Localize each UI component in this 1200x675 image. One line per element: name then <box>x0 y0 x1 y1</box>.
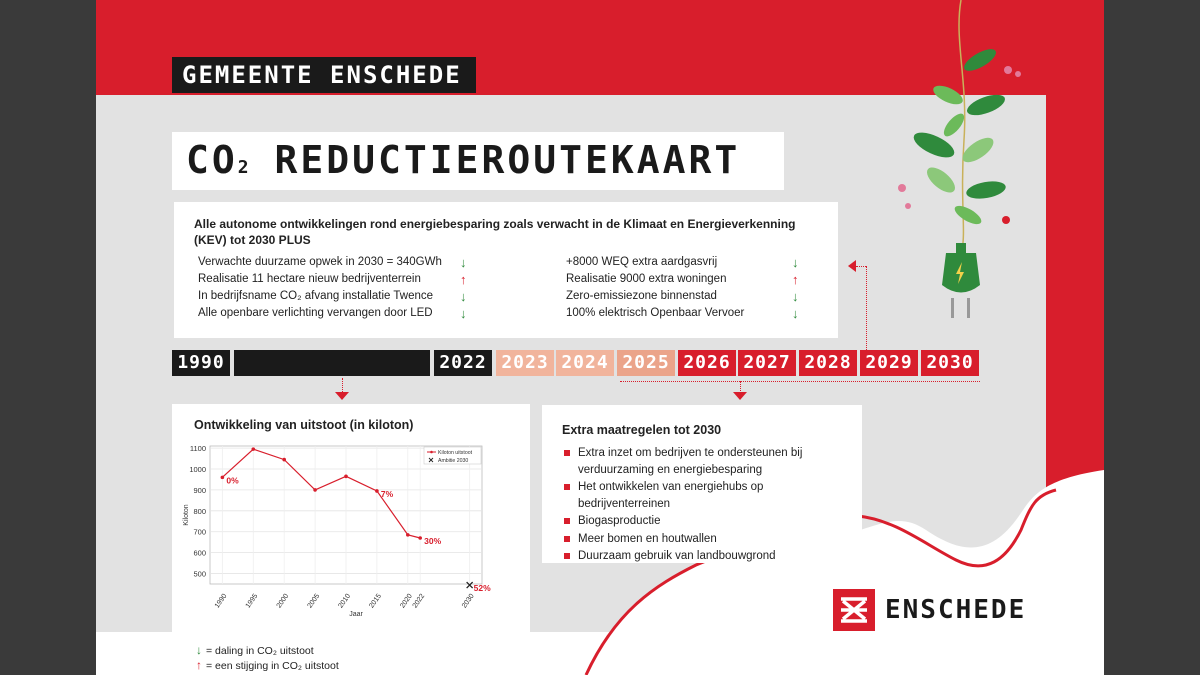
connector-arrow-icon <box>733 392 747 400</box>
legend-up-text: = een stijging in CO₂ uitstoot <box>206 660 339 672</box>
down-arrow-icon: ↓ <box>196 643 202 657</box>
kev-item-text: Verwachte duurzame opwek in 2030 = 340GWh <box>198 256 442 268</box>
window-frame-left <box>0 0 96 675</box>
timeline-year: 2027 <box>738 350 796 376</box>
maatregel-item <box>562 548 842 565</box>
connector-arrow-icon <box>848 260 856 272</box>
connector-line <box>620 381 980 382</box>
data-point <box>344 475 348 479</box>
maatregel-text: Duurzaam gebruik van landbouwgrond <box>578 550 776 562</box>
chart-title: Ontwikkeling van uitstoot (in kiloton) <box>194 418 414 432</box>
title-co: CO <box>186 138 238 182</box>
timeline-year: 2026 <box>678 350 736 376</box>
timeline-year: 2028 <box>799 350 857 376</box>
title-rest: REDUCTIEROUTEKAART <box>248 138 741 182</box>
maatregel-text: Meer bomen en houtwallen <box>578 532 717 545</box>
x-tick-label: 2022 <box>411 592 427 610</box>
x-tick-label: 1995 <box>244 592 260 610</box>
x-axis-label: Jaar <box>349 611 363 618</box>
kev-item <box>566 288 866 305</box>
y-tick-label: 600 <box>193 548 206 558</box>
x-tick-label: 1990 <box>213 592 229 610</box>
kev-item <box>198 288 498 305</box>
maatregel-text: Extra inzet om bedrijven te ondersteunen bij verduurzaming en energiebesparing <box>578 447 803 476</box>
kev-item-text: Realisatie 11 hectare nieuw bedrijventerrein <box>198 273 421 285</box>
kev-item-text: Realisatie 9000 extra woningen <box>566 273 727 285</box>
maatregel-text: Het ontwikkelen van energiehubs op bedrijventerreinen <box>578 481 764 510</box>
enschede-logo-icon <box>833 589 875 631</box>
legend-point-swatch <box>430 451 433 454</box>
data-point <box>251 447 255 451</box>
y-tick-label: 1000 <box>189 465 206 474</box>
x-tick-label: 2030 <box>461 592 476 610</box>
down-arrow-icon: ↓ <box>460 255 467 270</box>
down-arrow-icon: ↓ <box>460 306 467 321</box>
x-tick-label: 2020 <box>399 592 414 610</box>
timeline-year: 2029 <box>860 350 918 376</box>
timeline-gap <box>234 350 430 376</box>
bullet-icon <box>564 484 570 490</box>
kev-item <box>198 271 498 288</box>
down-arrow-icon: ↓ <box>460 289 467 304</box>
kev-item <box>566 254 866 271</box>
chart-box <box>172 404 530 632</box>
kev-list-left <box>198 254 498 322</box>
plug-icon <box>942 243 980 318</box>
legend-down <box>196 643 314 657</box>
down-arrow-icon: ↓ <box>792 255 799 270</box>
page-title <box>186 138 740 182</box>
data-point <box>418 536 422 540</box>
connector-line <box>856 266 866 267</box>
legend-label: Ambitie 2030 <box>438 458 469 464</box>
kev-item-text: Alle openbare verlichting vervangen door LED <box>198 307 433 319</box>
y-tick-label: 900 <box>193 485 206 495</box>
data-label: 0% <box>226 475 239 486</box>
title-box <box>172 132 784 190</box>
maatregel-item <box>562 531 842 548</box>
legend-up <box>196 658 339 672</box>
x-tick-label: 2000 <box>275 592 291 610</box>
x-tick-label: 2015 <box>368 592 384 610</box>
x-tick-label: 2010 <box>337 592 353 610</box>
maatregel-item <box>562 479 842 512</box>
connector-arrow-icon <box>335 392 349 400</box>
timeline-year: 2022 <box>434 350 492 376</box>
kev-item-text: 100% elektrisch Openbaar Vervoer <box>566 307 745 319</box>
down-arrow-icon: ↓ <box>792 306 799 321</box>
maatregel-item <box>562 445 842 478</box>
bullet-icon <box>564 553 570 559</box>
y-tick-label: 800 <box>193 506 206 516</box>
kev-item-text: Zero-emissiezone binnenstad <box>566 290 717 302</box>
data-label: 30% <box>424 536 442 546</box>
data-label: 7% <box>380 488 394 499</box>
data-label: 52% <box>473 583 491 594</box>
data-point <box>221 476 225 480</box>
poster <box>96 0 1104 675</box>
kev-intro: Alle autonome ontwikkelingen rond energiebesparing zoals verwacht in de Klimaat en Energieverkenning (KEV) tot 2030 PLUS <box>194 217 796 247</box>
timeline-year: 2030 <box>921 350 979 376</box>
y-tick-label: 1100 <box>189 444 206 454</box>
emission-chart <box>172 404 530 632</box>
title-subscript: 2 <box>237 157 249 178</box>
maatregel-text: Biogasproductie <box>578 515 661 527</box>
kev-item <box>198 305 498 322</box>
kev-item-text: +8000 WEQ extra aardgasvrij <box>566 256 718 268</box>
legend-label: Kiloton uitstoot <box>438 450 473 456</box>
timeline-year-start: 1990 <box>172 350 230 376</box>
kev-item <box>566 271 866 288</box>
brand-bar: GEMEENTE ENSCHEDE <box>172 57 476 93</box>
leaves-icon <box>898 45 1021 228</box>
maatregelen-box <box>542 405 862 563</box>
window-frame-right <box>1104 0 1200 675</box>
data-point <box>313 488 317 492</box>
timeline-year: 2023 <box>496 350 554 376</box>
kev-box <box>174 202 838 338</box>
kev-item <box>198 254 498 271</box>
bullet-icon <box>564 536 570 542</box>
y-tick-label: 700 <box>193 527 206 537</box>
kev-list-right <box>566 254 866 322</box>
up-arrow-icon: ↑ <box>460 272 467 287</box>
up-arrow-icon: ↑ <box>196 658 202 672</box>
bullet-icon <box>564 450 570 456</box>
logo-text: ENSCHEDE <box>885 595 1027 625</box>
kev-item-text: In bedrijfsname CO₂ afvang installatie Twence <box>198 290 434 302</box>
up-arrow-icon: ↑ <box>792 272 799 287</box>
legend-down-text: = daling in CO₂ uitstoot <box>206 645 314 657</box>
maatregelen-title: Extra maatregelen tot 2030 <box>562 423 722 437</box>
data-point <box>282 458 286 462</box>
y-axis-label: Kiloton <box>183 504 190 526</box>
data-point <box>406 533 410 537</box>
connector-line <box>866 266 867 350</box>
x-tick-label: 2005 <box>306 592 322 610</box>
kev-item <box>566 305 866 322</box>
timeline-year: 2024 <box>556 350 614 376</box>
data-point <box>375 489 379 493</box>
timeline-year: 2025 <box>617 350 675 376</box>
down-arrow-icon: ↓ <box>792 289 799 304</box>
bullet-icon <box>564 518 570 524</box>
maatregel-item <box>562 513 842 530</box>
y-tick-label: 500 <box>193 569 206 579</box>
